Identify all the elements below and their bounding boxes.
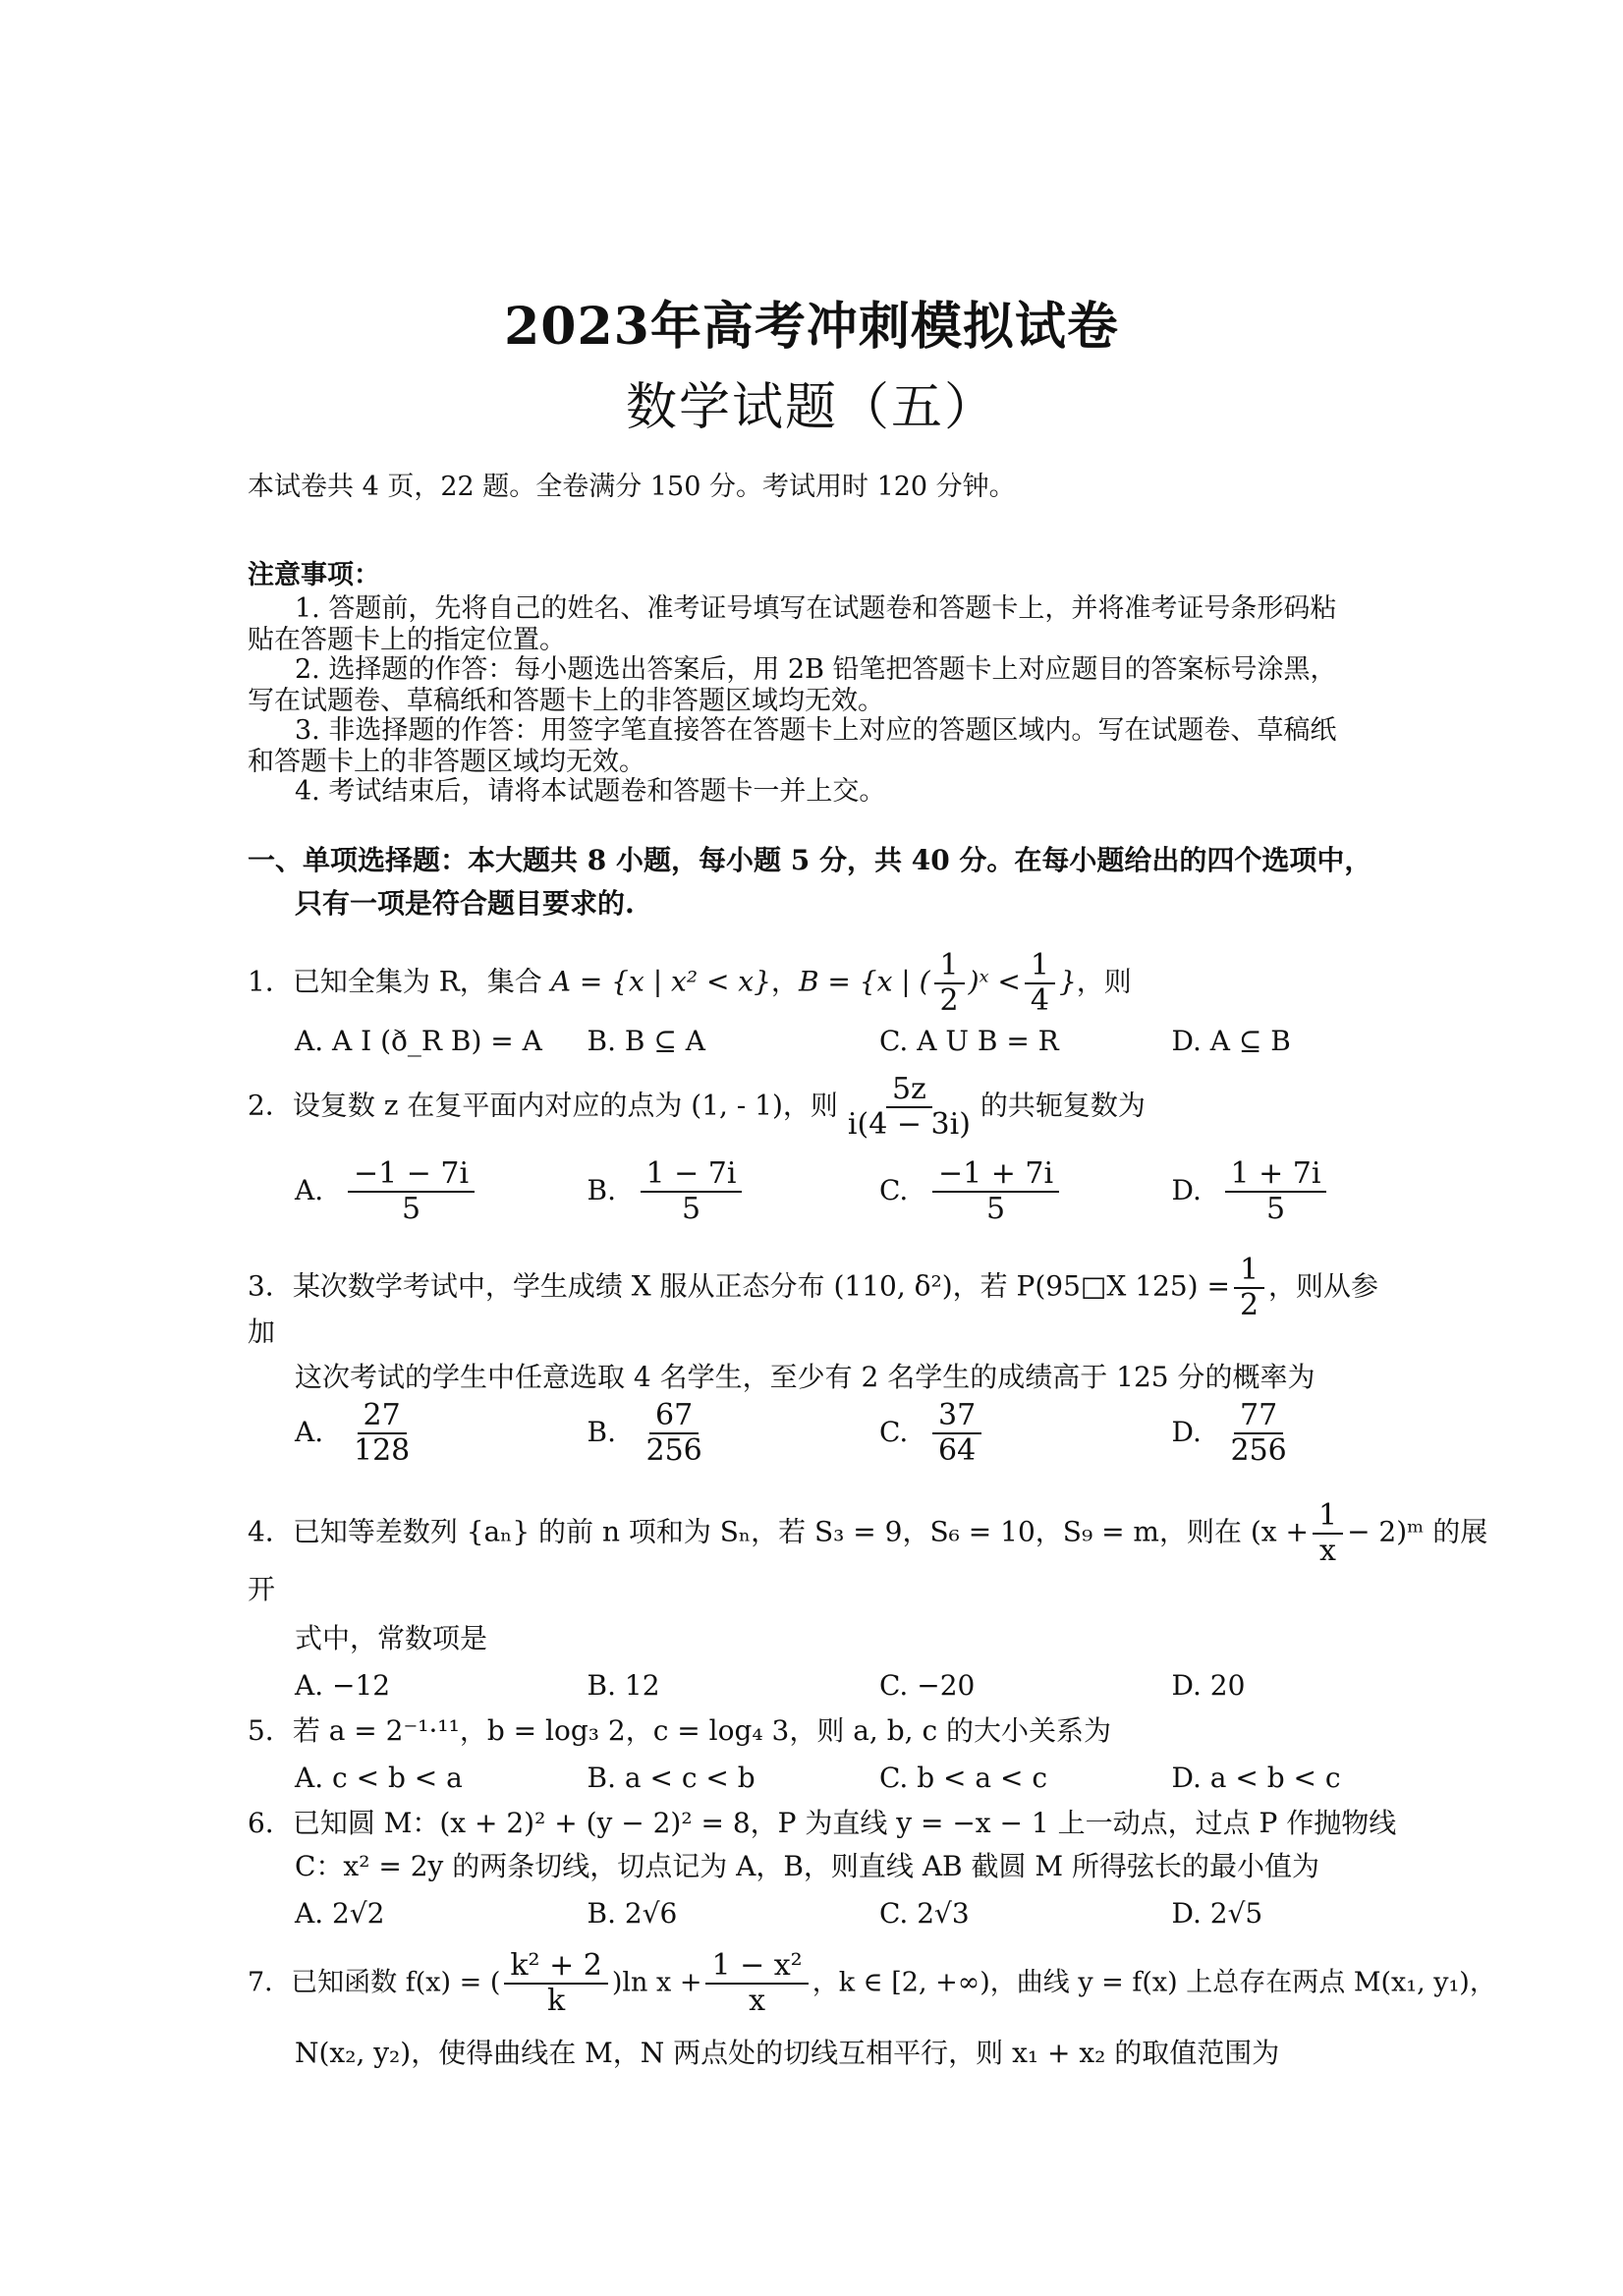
q7-text-end: ，k ∈ [2, +∞)，曲线 y = f(x) 上总存在两点 M(x₁, y₁)， (812, 1967, 1496, 1998)
fraction (1025, 949, 1055, 1018)
fraction (348, 1399, 416, 1468)
frac-num: 1 (1313, 1499, 1343, 1535)
fraction (641, 1399, 708, 1468)
frac-den: 2 (939, 983, 959, 1018)
frac-num: 1 (934, 949, 965, 984)
question-5: 5．若 a = 2⁻¹·¹¹，b = log₃ 2，c = log₄ 3，则 a, b, c 的大小关系为 (248, 1714, 1112, 1747)
option-b: B. 12 (587, 1669, 660, 1702)
option-label: C. (879, 1173, 909, 1206)
frac-den: 5 (402, 1192, 421, 1226)
q1-set-b: B = {x | ( (798, 965, 930, 998)
question-6: 6．已知圆 M：(x + 2)² + (y − 2)² = 8，P 为直线 y = −x − 1 上一动点，过点 P 作抛物线 (248, 1807, 1397, 1839)
frac-den: 2 (1239, 1288, 1259, 1322)
option-label: A. (295, 1415, 324, 1448)
option-c: C. −20 (879, 1669, 976, 1702)
option-a: A. −12 (295, 1669, 391, 1702)
option-label: B. (587, 1173, 616, 1206)
q4-text-b: 式中，常数项是 (295, 1622, 488, 1654)
frac-num: 77 (1234, 1399, 1283, 1434)
q6-text-b: C：x² = 2y 的两条切线，切点记为 A，B，则直线 AB 截圆 M 所得弦长的最小值为 (295, 1850, 1320, 1882)
fraction (932, 1157, 1059, 1226)
q4-options (295, 1666, 1464, 1706)
frac-den: 128 (354, 1433, 411, 1468)
frac-den: 256 (1230, 1433, 1287, 1468)
q1-set-a: A = {x | x² < x} (550, 965, 771, 998)
option-a: A. 2√2 (295, 1897, 385, 1930)
option-d: D. a < b < c (1171, 1762, 1341, 1794)
fraction (1225, 1399, 1293, 1468)
q3-options (295, 1399, 1464, 1468)
option-b: B. 2√6 (587, 1897, 678, 1930)
fraction (348, 1157, 475, 1226)
exam-intro: 本试卷共 4 页，22 题。全卷满分 150 分。考试用时 120 分钟。 (248, 472, 1016, 502)
frac-den: 4 (1030, 983, 1049, 1018)
frac-num: 1 − 7i (641, 1157, 743, 1193)
frac-den: 5 (681, 1192, 701, 1226)
q3-wrap: 加 (248, 1316, 276, 1348)
option-b: B. a < c < b (587, 1762, 756, 1794)
frac-den: 5 (986, 1192, 1006, 1226)
frac-den: i(4 − 3i) (847, 1107, 971, 1142)
q7-text: 7．已知函数 f(x) = ( (248, 1967, 501, 1998)
notice-title: 注意事项： (248, 560, 380, 590)
frac-num: 27 (358, 1399, 407, 1434)
notice-line: 和答题卡上的非答题区域均无效。 (248, 747, 645, 777)
option-c: C. 2√3 (879, 1897, 970, 1930)
notice-line: 4. 考试结束后，请将本试题卷和答题卡一并上交。 (295, 776, 886, 807)
frac-num: 1 − x² (705, 1949, 808, 1985)
notice-line: 贴在答题卡上的指定位置。 (248, 625, 566, 655)
option-a: A. c < b < a (295, 1762, 463, 1794)
frac-den: x (1319, 1534, 1336, 1568)
q1-text-end: ，则 (1076, 965, 1132, 998)
question-4 (248, 1499, 1487, 1568)
question-2 (248, 1073, 1146, 1142)
frac-num: 37 (932, 1399, 981, 1434)
section-heading-cont: 只有一项是符合题目要求的. (295, 887, 635, 920)
option-c: C. b < a < c (879, 1762, 1048, 1794)
option-d (1172, 1399, 1465, 1468)
q5-options (295, 1759, 1464, 1798)
frac-num: −1 + 7i (932, 1157, 1059, 1193)
option-d: D. 2√5 (1171, 1897, 1263, 1930)
question-3 (248, 1254, 1378, 1322)
fraction (1225, 1157, 1327, 1226)
option-label: C. (879, 1415, 909, 1448)
notice-line: 3. 非选择题的作答：用签字笔直接答在答题卡上对应的答题区域内。写在试题卷、草稿纸 (295, 715, 1337, 746)
q1-set-b-end: } (1058, 965, 1077, 998)
fraction (934, 949, 965, 1018)
option-d: D. 20 (1171, 1669, 1246, 1702)
notice-line: 2. 选择题的作答：每小题选出答案后，用 2B 铅笔把答题卡上对应题目的答案标号涂黑， (295, 654, 1337, 685)
option-c (879, 1157, 1172, 1226)
option-c: C. A U B = R (879, 1025, 1059, 1057)
q1-set-b-mid: )ˣ < (968, 965, 1021, 998)
frac-num: 1 (1025, 949, 1055, 984)
option-label: B. (587, 1415, 616, 1448)
exam-subtitle: 数学试题（五） (625, 378, 997, 437)
notice-line: 1. 答题前，先将自己的姓名、准考证号填写在试题卷和答题卡上，并将准考证号条形码粘 (295, 593, 1337, 624)
notice-line: 写在试题卷、草稿纸和答题卡上的非答题区域均无效。 (248, 686, 884, 716)
section-heading: 一、单项选择题：本大题共 8 小题，每小题 5 分，共 40 分。在每小题给出的四个选项中， (248, 844, 1372, 876)
q7-text-b: N(x₂, y₂)，使得曲线在 M，N 两点处的切线互相平行，则 x₁ + x₂ 的取值范围为 (295, 2037, 1280, 2069)
frac-den: 64 (938, 1433, 977, 1468)
q3-text: 3．某次数学考试中，学生成绩 X 服从正态分布 (110, δ²)，若 P(95□X 125) = (248, 1269, 1230, 1303)
q4-wrap: 开 (248, 1573, 276, 1605)
frac-num: 1 (1234, 1254, 1264, 1289)
frac-den: 256 (645, 1433, 702, 1468)
q2-text: 2．设复数 z 在复平面内对应的点为 (1, - 1)，则 (248, 1089, 838, 1122)
question-7 (248, 1949, 1496, 2018)
q1-text: 1．已知全集为 R，集合 (248, 965, 551, 998)
option-b (588, 1157, 880, 1226)
q3-text-end: ，则从参 (1268, 1269, 1379, 1303)
frac-num: k² + 2 (504, 1949, 608, 1985)
frac-den: k (547, 1984, 566, 2018)
q3-text-b: 这次考试的学生中任意选取 4 名学生，至少有 2 名学生的成绩高于 125 分的概率为 (295, 1361, 1315, 1393)
q1-options (295, 1022, 1464, 1061)
q2-options (295, 1157, 1464, 1226)
option-label: A. (295, 1173, 324, 1206)
option-b (588, 1399, 880, 1468)
fraction (504, 1949, 608, 2018)
option-b: B. B ⊆ A (587, 1025, 705, 1057)
frac-den: x (749, 1984, 766, 2018)
option-d: D. A ⊆ B (1171, 1025, 1291, 1057)
q2-text-end: 的共轭复数为 (979, 1089, 1146, 1122)
fraction (1234, 1254, 1264, 1322)
frac-num: −1 − 7i (348, 1157, 475, 1193)
fraction (932, 1399, 981, 1468)
q4-text: 4．已知等差数列 {aₙ} 的前 n 项和为 Sₙ，若 S₃ = 9，S₆ = 10，S₉ = m，则在 (x + (248, 1515, 1309, 1548)
fraction (842, 1073, 977, 1142)
option-a: A. A I (ð_R B) = A (295, 1025, 542, 1057)
option-a (295, 1157, 588, 1226)
question-1 (248, 949, 1132, 1018)
option-a (295, 1399, 588, 1468)
frac-num: 1 + 7i (1225, 1157, 1327, 1193)
fraction (1313, 1499, 1343, 1568)
q6-options (295, 1894, 1464, 1933)
option-label: D. (1171, 1415, 1202, 1448)
q4-text-end: − 2)ᵐ 的展 (1347, 1515, 1488, 1548)
frac-num: 67 (649, 1399, 699, 1434)
exam-title: 2023年高考冲刺模拟试卷 (504, 297, 1119, 357)
frac-num: 5z (886, 1073, 932, 1108)
fraction (705, 1949, 808, 2018)
option-label: D. (1171, 1173, 1202, 1206)
frac-den: 5 (1265, 1192, 1286, 1226)
option-c (879, 1399, 1172, 1468)
fraction (641, 1157, 743, 1226)
q7-text-mid: )ln x + (611, 1967, 702, 1998)
option-d (1172, 1157, 1465, 1226)
q1-sep: ， (770, 965, 799, 998)
